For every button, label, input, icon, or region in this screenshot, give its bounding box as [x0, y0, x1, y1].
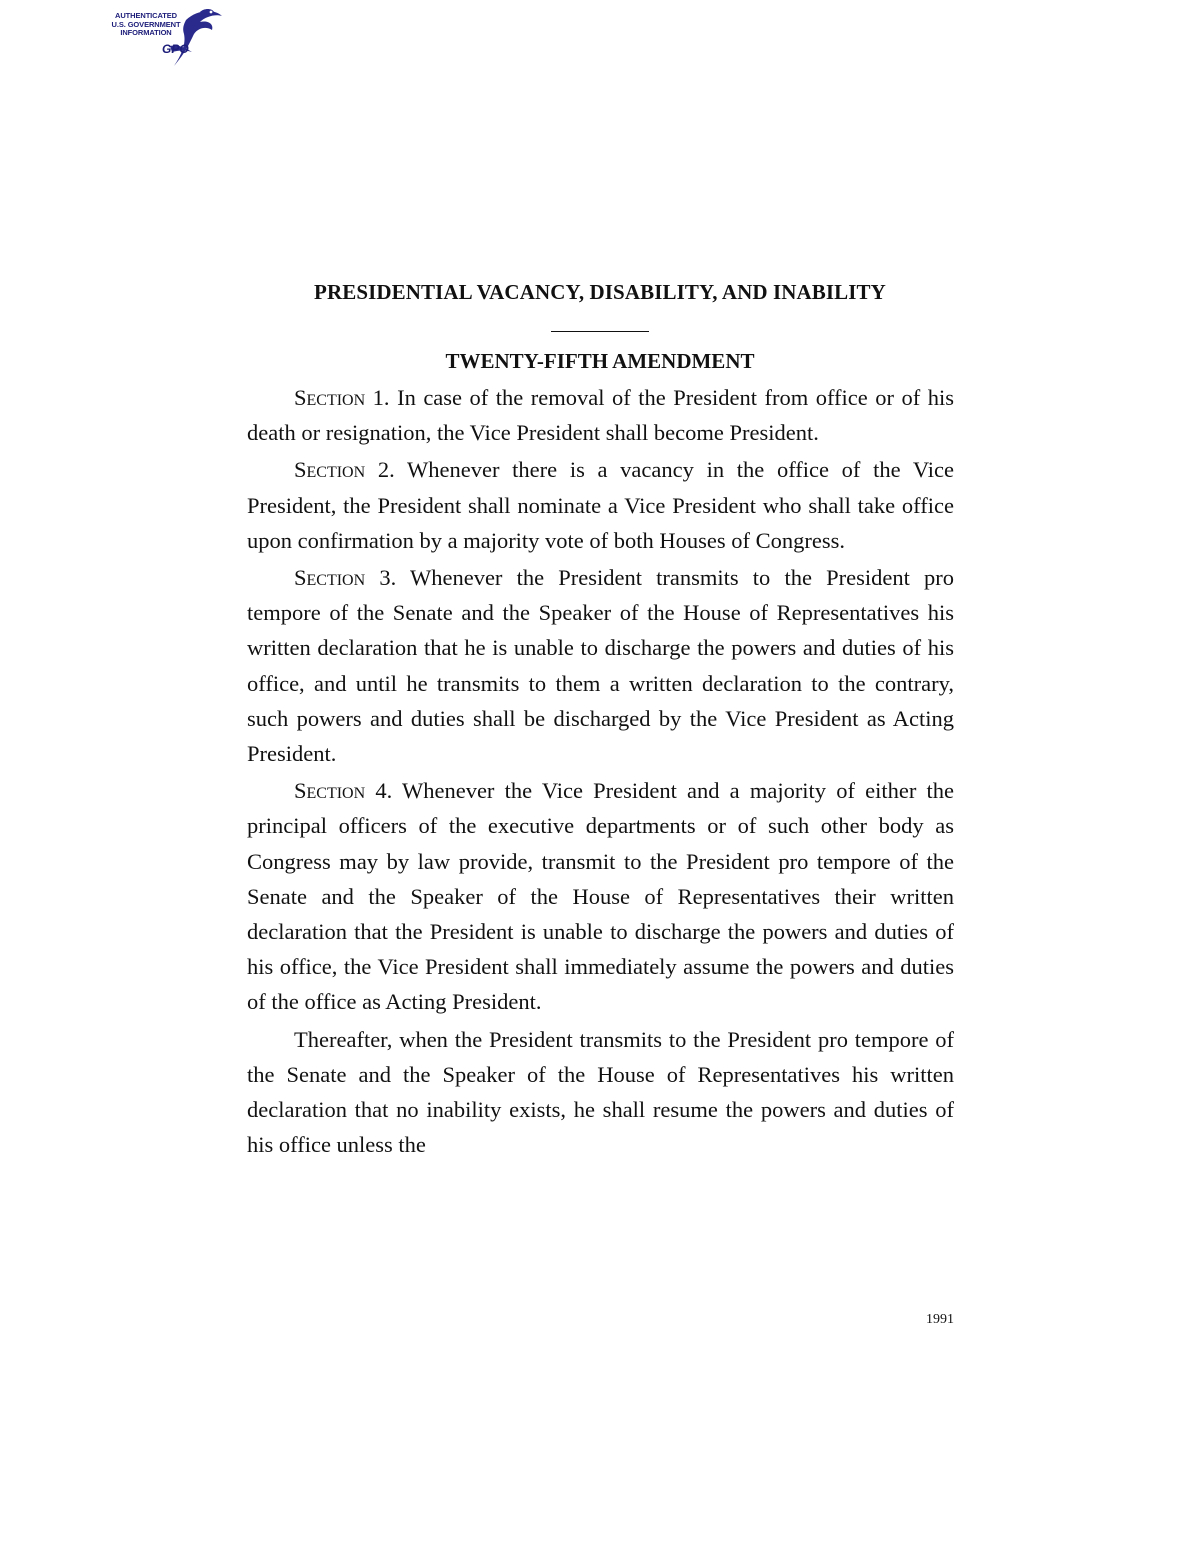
section-4-paragraph	[247, 773, 954, 1019]
section-3-paragraph	[247, 560, 954, 771]
section-2-text: Whenever there is a vacancy in the office of the Vice President, the President shall nominate a Vice President who shall take office upon confirmation by a majority vote of both Houses of Congress.	[247, 457, 955, 553]
title-rule	[551, 331, 649, 332]
section-4-label: Section 4.	[294, 778, 393, 804]
section-2-label: Section 2.	[294, 457, 395, 483]
section-3-text: Whenever the President transmits to the President pro tempore of the Senate and the Speaker of the House of Representatives his written declaration that he is unable to discharge the powers and duties of his office, and until he transmits to them a written declaration to the contrary, such powers and duties shall be discharged by the Vice President as Acting President.	[247, 565, 955, 767]
gpo-logo-line-1: AUTHENTICATED	[115, 11, 177, 20]
gpo-eagle-icon	[156, 6, 226, 72]
amendment-text	[247, 380, 954, 1164]
document-title: PRESIDENTIAL VACANCY, DISABILITY, AND INABILITY	[314, 280, 886, 304]
section-1-text: In case of the removal of the President from office or of his death or resignation, the Vice President shall become President.	[247, 385, 955, 446]
amendment-heading: TWENTY-FIFTH AMENDMENT	[445, 349, 755, 373]
gpo-logo-line-3: INFORMATION	[120, 28, 172, 37]
section-1-paragraph	[247, 380, 954, 450]
gpo-logo-line-2: U.S. GOVERNMENT	[111, 19, 181, 29]
section-1-label: Section 1.	[294, 385, 390, 410]
continuation-paragraph: Thereafter, when the President transmits to the President pro tempore of the Senate and the Speaker of the House of Representatives his written declaration that no inability exists, he shall resume the powers and duties of his office unless the	[247, 1026, 954, 1158]
section-4-text: Whenever the Vice President and a majority of either the principal officers of the executive departments or of such other body as Congress may by law provide, transmit to the President pro tempore of the Senate and the Speaker of the House of Representatives their written declaration that the President is unable to discharge the powers and duties of his office, the Vice President shall immediately assume the powers and duties of the office as Acting President.	[247, 778, 955, 1015]
gpo-logo-mark: GPO	[162, 42, 189, 56]
page-number: 1991	[926, 1312, 954, 1327]
section-2-paragraph	[247, 452, 954, 558]
section-3-label: Section 3.	[294, 565, 397, 591]
gpo-authenticated-logo	[100, 6, 230, 72]
